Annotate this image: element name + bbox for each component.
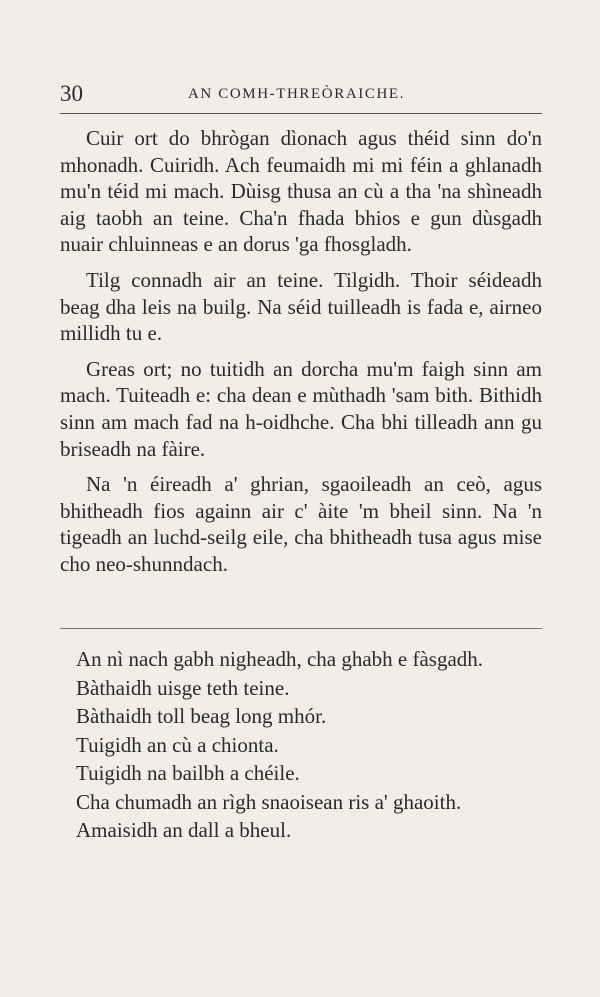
body-text <box>60 125 542 587</box>
proverb: Tuigidh na bailbh a chéile. <box>76 761 300 785</box>
proverb: Bàthaidh toll beag long mhór. <box>76 704 327 728</box>
proverb: Amaisidh an dall a bheul. <box>76 818 292 842</box>
proverb-list <box>60 645 542 845</box>
running-title: AN COMH-THREÒRAICHE. <box>188 86 405 102</box>
paragraph: Tilg connadh air an teine. Tilgidh. Thoir séideadh beag dha leis na builg. Na séid tuilleadh is fada e, airneo millidh tu e. <box>60 267 542 346</box>
header-rule <box>60 113 542 114</box>
proverb: Bàthaidh uisge teth teine. <box>76 675 290 700</box>
proverb: Cha chumadh an rìgh snaoisean ris a' ghaoith. <box>76 789 462 814</box>
proverb: An nì nach gabh nigheadh, cha ghabh e fàsgadh. <box>76 647 484 671</box>
paragraph: Cuir ort do bhrògan dìonach agus théid sinn do'n mhonadh. Cuiridh. Ach feumaidh mi mi féin a ghlanadh mu'n téid mi mach. Dùisg thusa an cù a tha 'na shìneadh aig taobh an teine. Cha'n fhada bhios e gun dùsgadh nuair chluinneas e an dorus 'ga fhosgladh. <box>60 126 542 257</box>
section-divider <box>60 628 542 629</box>
paragraph: Greas ort; no tuitidh an dorcha mu'm faigh sinn am mach. Tuiteadh e: cha dean e mùthadh 'sam bith. Bithidh sinn am mach fad na h-oidhche. Cha bhi tilleadh ann gu briseadh na fàire. <box>60 356 542 461</box>
paragraph: Na 'n éireadh a' ghrian, sgaoileadh an ceò, agus bhitheadh fios againn air c' àite 'm bheil sinn. Na 'n tigeadh an luchd-seilg eile, cha bhitheadh tusa agus mise cho neo-shunndach. <box>60 472 542 576</box>
page-number: 30 <box>60 81 83 106</box>
page-header <box>60 80 542 110</box>
proverb: Tuigidh an cù a chionta. <box>76 732 279 757</box>
